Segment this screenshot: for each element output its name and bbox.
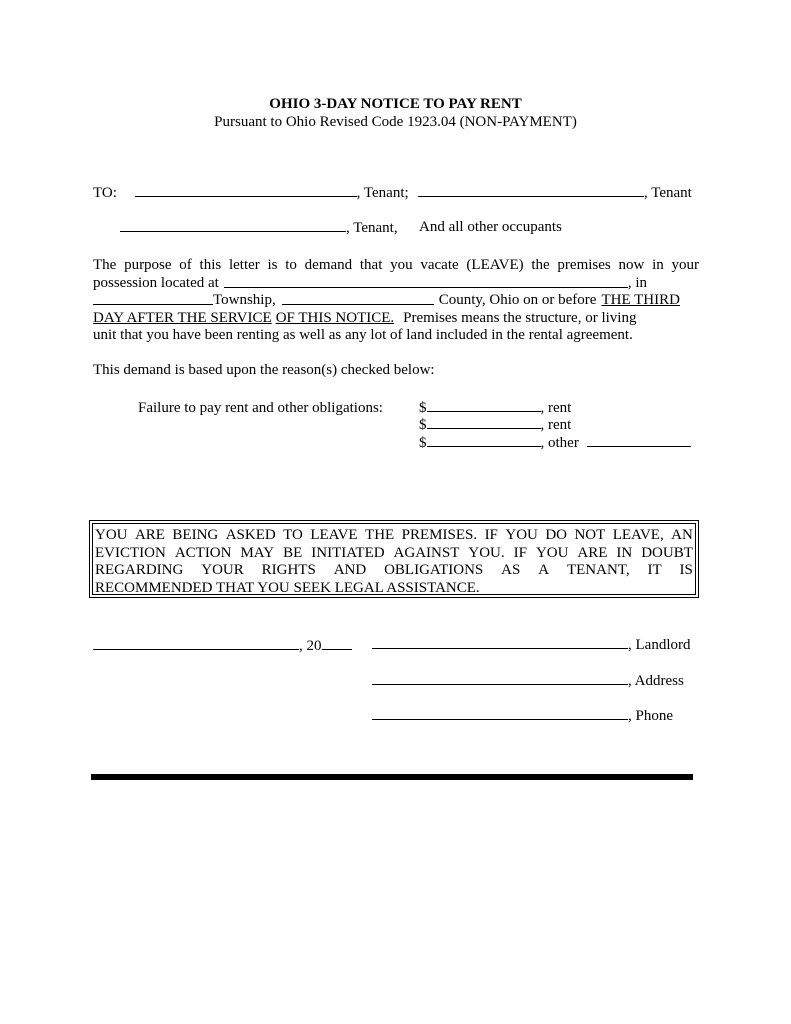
tenant3-field[interactable] bbox=[120, 219, 346, 232]
date-field[interactable] bbox=[93, 637, 299, 650]
document-title: OHIO 3-DAY NOTICE TO PAY RENT bbox=[269, 96, 522, 112]
landlord-row: , Landlord bbox=[372, 636, 690, 654]
deadline-highlight-3: OF THIS NOTICE. bbox=[275, 309, 395, 326]
warning-line-2: EVICTION ACTION MAY BE INITIATED AGAINST YOU. IF YOU ARE IN DOUBT bbox=[95, 544, 693, 561]
year-field[interactable] bbox=[322, 637, 352, 650]
rent-amount-row-2: $ , rent bbox=[419, 417, 572, 433]
purpose-paragraph bbox=[93, 257, 699, 345]
tenant1-suffix: , Tenant; bbox=[356, 185, 409, 201]
purpose-line-2: possession located at , in bbox=[93, 274, 647, 291]
warning-box bbox=[89, 520, 699, 598]
warning-text bbox=[92, 523, 696, 595]
address-row: , Address bbox=[372, 672, 684, 690]
tenant2-field[interactable] bbox=[418, 184, 644, 197]
document-subtitle: Pursuant to Ohio Revised Code 1923.04 (NON-PAYMENT) bbox=[214, 114, 577, 130]
purpose-line-1: The purpose of this letter is to demand that you vacate (LEAVE) the premises now in your bbox=[93, 257, 699, 273]
to-label: TO: bbox=[93, 185, 117, 201]
date-row: , 20 bbox=[93, 637, 352, 655]
landlord-field[interactable] bbox=[372, 636, 628, 649]
township-field[interactable] bbox=[93, 292, 213, 305]
tenant2-suffix: , Tenant bbox=[644, 185, 692, 201]
phone-field[interactable] bbox=[372, 707, 628, 720]
reasons-intro: This demand is based upon the reason(s) checked below: bbox=[93, 362, 435, 378]
other-amount-row: $ , other bbox=[419, 434, 691, 452]
failure-label: Failure to pay rent and other obligations: bbox=[138, 400, 383, 416]
rent-amount-row-1: $ , rent bbox=[419, 400, 572, 416]
warning-line-3: REGARDING YOUR RIGHTS AND OBLIGATIONS AS A TENANT, IT IS bbox=[95, 562, 693, 578]
warning-line-4: RECOMMENDED THAT YOU SEEK LEGAL ASSISTANCE. bbox=[95, 579, 480, 596]
address-field[interactable] bbox=[372, 672, 628, 685]
phone-row: , Phone bbox=[372, 707, 673, 725]
other-description-field[interactable] bbox=[587, 434, 691, 447]
deadline-highlight-2: DAY AFTER THE SERVICE bbox=[93, 309, 272, 326]
tenant3-row bbox=[120, 219, 398, 237]
tenant2-row bbox=[418, 184, 692, 202]
county-field[interactable] bbox=[282, 292, 434, 305]
rent-amount-2-field[interactable] bbox=[427, 416, 541, 429]
to-row bbox=[93, 184, 409, 202]
purpose-line-5: unit that you have been renting as well as any lot of land included in the rental agreement. bbox=[93, 327, 633, 343]
premises-address-field[interactable] bbox=[224, 275, 628, 288]
footer-rule bbox=[91, 774, 693, 780]
tenant3-suffix: , Tenant, bbox=[346, 220, 398, 236]
other-amount-field[interactable] bbox=[427, 434, 541, 447]
warning-line-1: YOU ARE BEING ASKED TO LEAVE THE PREMISES. IF YOU DO NOT LEAVE, AN bbox=[95, 527, 693, 543]
purpose-line-4: DAY AFTER THE SERVICE OF THIS NOTICE. Premises means the structure, or living bbox=[93, 309, 637, 326]
rent-amount-1-field[interactable] bbox=[427, 399, 541, 412]
tenant1-field[interactable] bbox=[135, 184, 357, 197]
purpose-line-3: Township, County, Ohio on or before THE THIRD bbox=[93, 292, 699, 310]
deadline-highlight-1: THE THIRD bbox=[601, 292, 680, 308]
all-occupants-text: And all other occupants bbox=[419, 219, 562, 235]
